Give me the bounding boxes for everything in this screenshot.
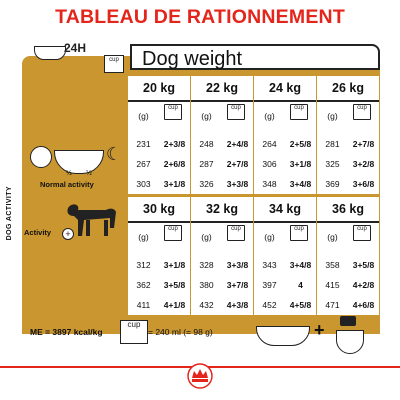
cups-value: 4 (298, 280, 303, 290)
weight-column (317, 197, 379, 315)
ration-row (128, 295, 190, 315)
plus-icon: + (62, 228, 74, 240)
ration-row (128, 275, 190, 295)
grams-value: 358 (325, 260, 340, 270)
cup-unit-icon: cup (353, 225, 371, 241)
half-left-label: ½ (66, 170, 72, 177)
cups-value: 2+4/8 (226, 139, 249, 149)
ration-row (317, 275, 379, 295)
weight-column (191, 197, 253, 315)
units-row (317, 227, 379, 247)
cup-icon (104, 55, 124, 73)
cup-measure-icon (120, 320, 148, 344)
cups-value: 3+1/8 (163, 179, 186, 189)
ration-row (317, 295, 379, 315)
cup-unit-icon: cup (227, 225, 245, 241)
dog-silhouette-icon (60, 198, 122, 240)
cup-unit-icon: cup (164, 225, 182, 241)
ration-row (128, 134, 190, 154)
ration-row (254, 174, 316, 194)
weight-column (191, 76, 253, 194)
units-row (128, 106, 190, 126)
grams-value: 328 (199, 260, 214, 270)
weight-column (128, 197, 190, 315)
ration-row (191, 275, 253, 295)
weight-label: 36 kg (317, 197, 379, 223)
cups-value: 3+1/8 (289, 159, 312, 169)
grams-unit-label: (g) (201, 232, 212, 242)
weight-column (128, 76, 190, 194)
grams-unit-label: (g) (201, 111, 212, 121)
page-title: TABLEAU DE RATIONNEMENT (55, 6, 345, 28)
half-right-label: ½ (86, 170, 92, 177)
weight-label: 34 kg (254, 197, 316, 223)
dog-activity-label: DOG ACTIVITY (6, 186, 13, 241)
cup-volume-text: = 240 ml (= 98 g) (148, 327, 213, 337)
ration-row (254, 295, 316, 315)
grams-unit-label: (g) (264, 232, 275, 242)
ration-row (191, 134, 253, 154)
normal-activity-label: Normal activity (40, 180, 94, 189)
dog-weight-header: Dog weight (130, 44, 380, 70)
grams-value: 369 (325, 179, 340, 189)
grams-value: 231 (136, 139, 151, 149)
grams-value: 306 (262, 159, 277, 169)
cups-value: 2+5/8 (289, 139, 312, 149)
grams-value: 325 (325, 159, 340, 169)
water-bowl-icon (336, 330, 364, 354)
cups-value: 4+5/8 (289, 300, 312, 310)
grams-value: 452 (262, 300, 277, 310)
cups-value: 4+3/8 (226, 300, 249, 310)
24h-label: 24H (64, 41, 87, 55)
grams-value: 362 (136, 280, 151, 290)
units-row (191, 227, 253, 247)
weight-column (254, 197, 316, 315)
cups-value: 2+7/8 (352, 139, 375, 149)
cups-value: 3+2/8 (352, 159, 375, 169)
ration-row (254, 275, 316, 295)
cups-value: 3+5/8 (163, 280, 186, 290)
ration-row (191, 255, 253, 275)
grams-value: 432 (199, 300, 214, 310)
royal-canin-crown-logo-icon (182, 360, 218, 390)
grams-unit-label: (g) (327, 111, 338, 121)
grams-value: 287 (199, 159, 214, 169)
weight-label: 20 kg (128, 76, 190, 102)
grams-value: 267 (136, 159, 151, 169)
cups-value: 3+4/8 (289, 260, 312, 270)
grams-value: 312 (136, 260, 151, 270)
ration-row (317, 134, 379, 154)
cup-unit-icon: cup (353, 104, 371, 120)
ration-row (317, 255, 379, 275)
ration-row (254, 134, 316, 154)
moon-icon: ☾ (105, 144, 123, 164)
cups-value: 3+1/8 (163, 260, 186, 270)
cups-value: 3+3/8 (226, 260, 249, 270)
weight-label: 32 kg (191, 197, 253, 223)
ration-row (191, 295, 253, 315)
units-row (128, 227, 190, 247)
bowl-icon (34, 46, 66, 60)
ration-row (128, 174, 190, 194)
weight-label: 24 kg (254, 76, 316, 102)
ration-row (128, 154, 190, 174)
ration-row (191, 154, 253, 174)
ration-row (254, 154, 316, 174)
units-row (191, 106, 253, 126)
grams-value: 415 (325, 280, 340, 290)
weight-column (317, 76, 379, 194)
units-row (254, 227, 316, 247)
grams-unit-label: (g) (264, 111, 275, 121)
units-row (317, 106, 379, 126)
cups-value: 2+7/8 (226, 159, 249, 169)
grams-value: 264 (262, 139, 277, 149)
grams-value: 471 (325, 300, 340, 310)
ration-row (128, 255, 190, 275)
cups-value: 4+6/8 (352, 300, 375, 310)
ration-row (254, 255, 316, 275)
grams-value: 303 (136, 179, 151, 189)
ration-row (317, 174, 379, 194)
cups-value: 3+6/8 (352, 179, 375, 189)
grams-value: 380 (199, 280, 214, 290)
grams-value: 248 (199, 139, 214, 149)
grams-value: 326 (199, 179, 214, 189)
ration-row (191, 174, 253, 194)
grams-value: 348 (262, 179, 277, 189)
grams-value: 411 (136, 300, 151, 310)
weight-label: 22 kg (191, 76, 253, 102)
weight-label: 30 kg (128, 197, 190, 223)
cups-value: 3+4/8 (289, 179, 312, 189)
cup-unit-icon: cup (227, 104, 245, 120)
activity-label: Activity (24, 228, 52, 237)
cups-value: 2+3/8 (163, 139, 186, 149)
filled-bowl-icon (256, 326, 310, 346)
cup-measure-label: cup (127, 320, 141, 329)
cup-icon-label: cup (109, 57, 119, 63)
cups-value: 4+2/8 (352, 280, 375, 290)
ration-row (317, 154, 379, 174)
cups-value: 2+6/8 (163, 159, 186, 169)
metabolizable-energy: ME = 3897 kcal/kg (30, 327, 103, 337)
grams-value: 397 (262, 280, 277, 290)
cups-value: 3+7/8 (226, 280, 249, 290)
cups-value: 4+1/8 (163, 300, 186, 310)
ration-grid (128, 76, 380, 332)
grams-unit-label: (g) (138, 232, 149, 242)
cup-unit-icon: cup (290, 104, 308, 120)
grams-unit-label: (g) (138, 111, 149, 121)
cups-value: 3+5/8 (352, 260, 375, 270)
sun-icon (30, 146, 52, 168)
weight-column (254, 76, 316, 194)
cup-unit-icon: cup (164, 104, 182, 120)
weight-label: 26 kg (317, 76, 379, 102)
tap-icon (340, 316, 356, 326)
cups-value: 3+3/8 (226, 179, 249, 189)
cup-unit-icon: cup (290, 225, 308, 241)
units-row (254, 106, 316, 126)
plus-sign-icon: + (314, 320, 325, 340)
grams-value: 343 (262, 260, 277, 270)
grams-value: 281 (325, 139, 340, 149)
grams-unit-label: (g) (327, 232, 338, 242)
